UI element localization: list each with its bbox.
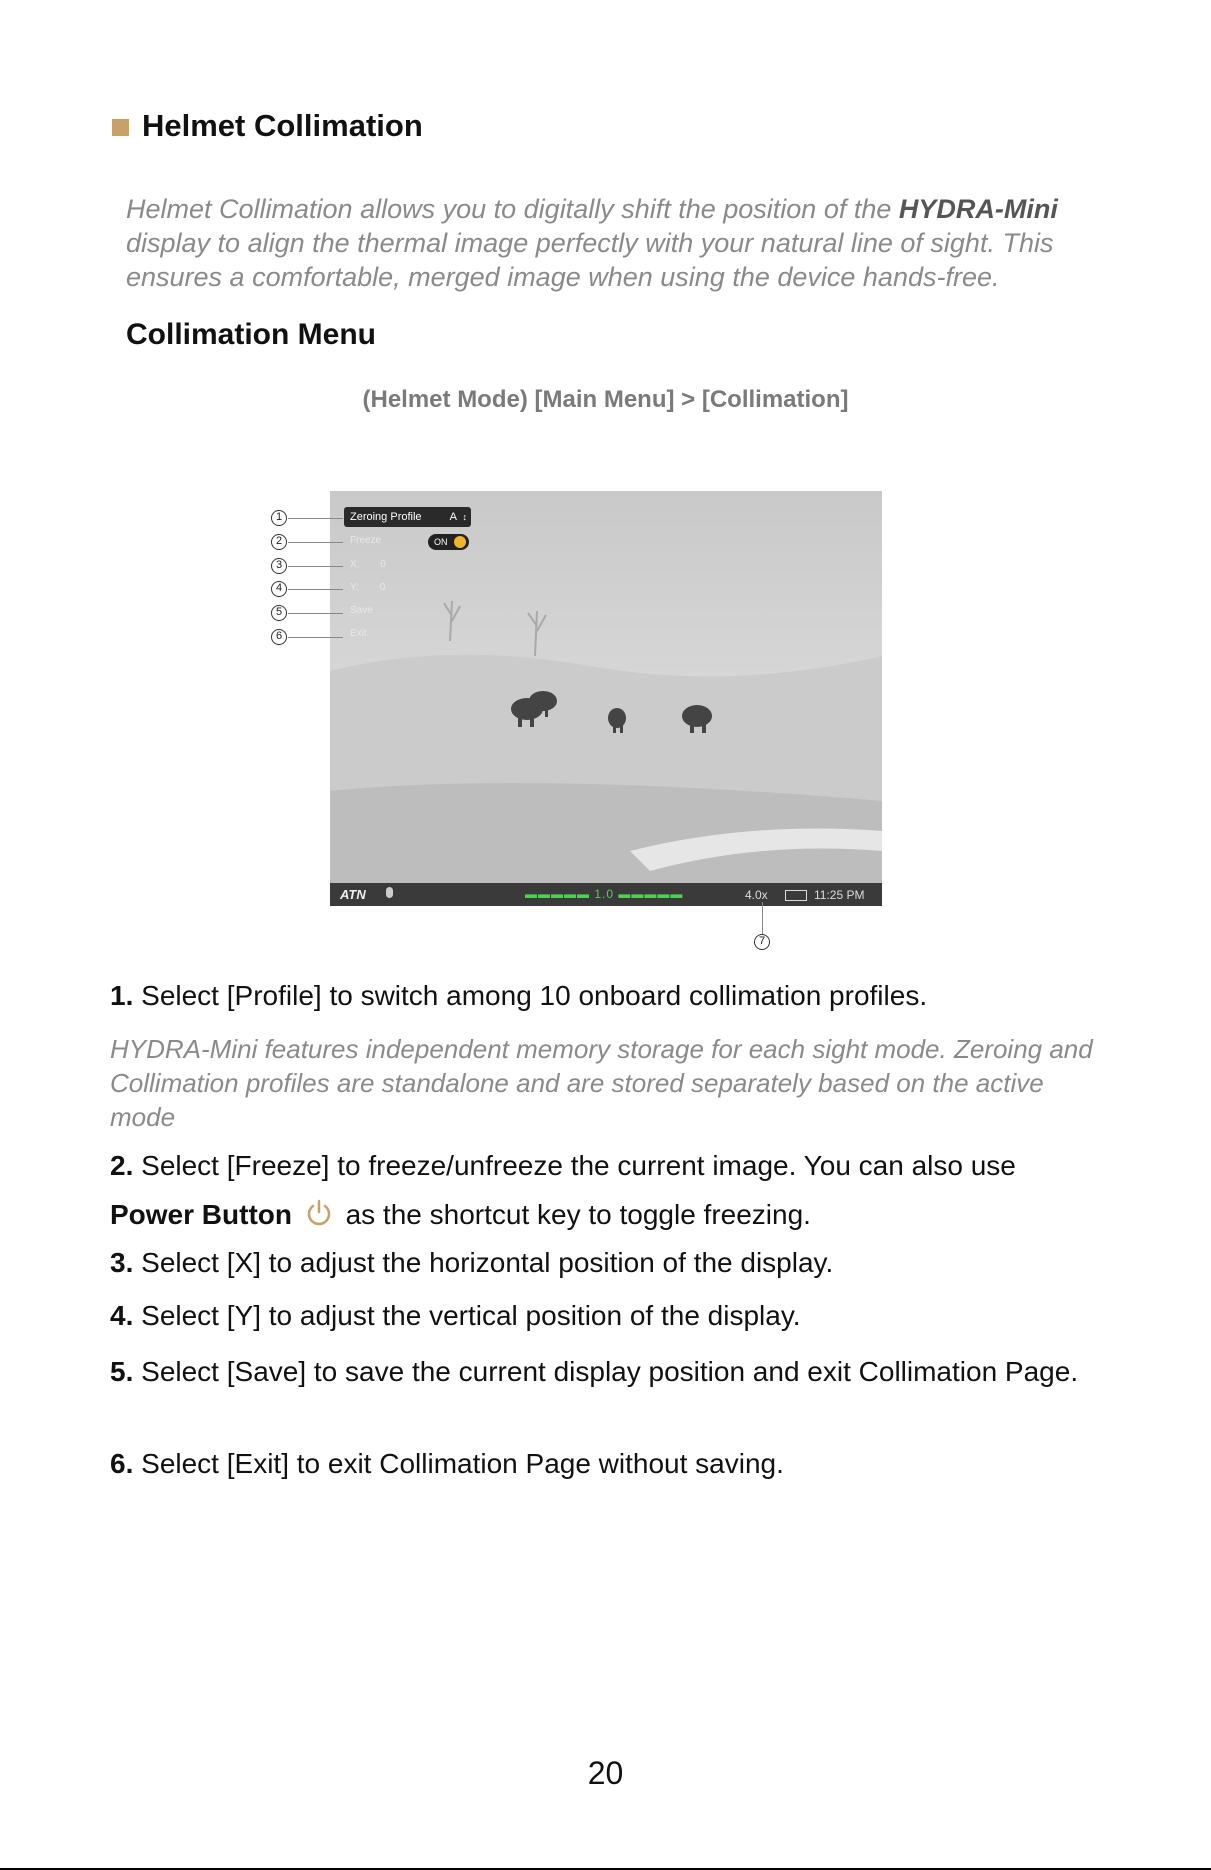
- subsection-title: Collimation Menu: [126, 318, 376, 351]
- step-5-number: 5.: [110, 1356, 134, 1387]
- callout-1: 1: [271, 510, 287, 526]
- step-4: [110, 1298, 1110, 1334]
- section-bullet-icon: [112, 119, 129, 136]
- step-2-text-after: as the shortcut key to toggle freezing.: [345, 1199, 811, 1230]
- callout-6: 6: [271, 629, 287, 645]
- callout-2: 2: [271, 534, 287, 550]
- status-bar: [330, 883, 882, 906]
- thermal-image: [330, 491, 882, 906]
- menu-item-freeze[interactable]: Freeze: [350, 535, 382, 546]
- page-number: 20: [587, 1755, 624, 1791]
- breadcrumb: (Helmet Mode) [Main Menu] > [Collimation]: [362, 386, 849, 413]
- magnification-readout: 4.0x: [745, 888, 768, 902]
- updown-arrow-icon: ↕: [462, 512, 467, 522]
- freeze-toggle[interactable]: [428, 534, 469, 550]
- callout-4: 4: [271, 581, 287, 597]
- collimation-screenshot: [330, 491, 882, 906]
- x-label: X:: [350, 559, 360, 570]
- callout-7: 7: [754, 934, 770, 950]
- zeroing-profile-value: A: [449, 511, 457, 523]
- freeze-toggle-label: ON: [434, 537, 448, 547]
- zoom-indicator: ▬▬▬▬▬ 1.0 ▬▬▬▬▬: [525, 887, 684, 901]
- menu-item-x[interactable]: [350, 559, 386, 570]
- callout-line-1: [288, 518, 343, 519]
- intro-text-after: display to align the thermal image perfectly with your natural line of sight. This ensures a comfortable, merged image when using the device hands-free.: [126, 228, 1054, 292]
- menu-item-exit[interactable]: Exit: [350, 628, 367, 639]
- step-3-text: Select [X] to adjust the horizontal position of the display.: [141, 1247, 834, 1278]
- step-2-text: Select [Freeze] to freeze/unfreeze the current image. You can also use: [141, 1150, 1016, 1181]
- power-button-term: Power Button: [110, 1199, 292, 1230]
- brand-logo-icon: ATN: [340, 887, 366, 902]
- menu-item-y[interactable]: [350, 582, 385, 593]
- step-6: [110, 1446, 1110, 1482]
- step-6-number: 6.: [110, 1448, 134, 1479]
- callout-line-4: [288, 589, 343, 590]
- step-5: [110, 1350, 1110, 1393]
- step-1-number: 1.: [110, 980, 134, 1011]
- toggle-knob-icon: [454, 536, 466, 548]
- callout-3: 3: [271, 558, 287, 574]
- step-1-text: Select [Profile] to switch among 10 onboard collimation profiles.: [141, 980, 928, 1011]
- battery-icon: [785, 890, 807, 901]
- menu-item-save[interactable]: Save: [350, 605, 373, 616]
- step-4-number: 4.: [110, 1300, 134, 1331]
- callout-line-3: [288, 566, 343, 567]
- zeroing-profile-label: Zeroing Profile: [350, 511, 422, 523]
- intro-product-name: HYDRA-Mini: [898, 194, 1058, 224]
- section-title: Helmet Collimation: [142, 108, 423, 143]
- callout-line-2: [288, 542, 343, 543]
- power-icon: [304, 1198, 334, 1228]
- intro-paragraph: [126, 192, 1116, 294]
- microphone-icon: [386, 887, 393, 898]
- step-3-number: 3.: [110, 1247, 134, 1278]
- intro-text-before: Helmet Collimation allows you to digitally shift the position of the: [126, 194, 899, 224]
- callout-line-6: [288, 637, 343, 638]
- callout-line-5: [288, 613, 343, 614]
- mode-note: HYDRA-Mini features independent memory storage for each sight mode. Zeroing and Collimation profiles are standalone and are stored separately based on the active mode: [110, 1034, 1093, 1132]
- step-4-text: Select [Y] to adjust the vertical position of the display.: [141, 1300, 801, 1331]
- step-5-text: Select [Save] to save the current display position and exit Collimation Page.: [141, 1356, 1079, 1387]
- zoom-indicator-value: 1.0: [594, 887, 615, 901]
- zeroing-profile-selector[interactable]: [344, 507, 471, 527]
- y-value: 0: [379, 582, 386, 593]
- step-3: [110, 1245, 1110, 1281]
- callout-5: 5: [271, 605, 287, 621]
- clock-readout: 11:25 PM: [814, 888, 865, 902]
- step-6-text: Select [Exit] to exit Collimation Page without saving.: [141, 1448, 784, 1479]
- step-1: [110, 978, 1110, 1014]
- callout-line-7: [762, 902, 763, 935]
- y-label: Y:: [350, 582, 359, 593]
- x-value: 0: [380, 559, 386, 570]
- step-2: [110, 1141, 1110, 1239]
- step-2-number: 2.: [110, 1150, 134, 1181]
